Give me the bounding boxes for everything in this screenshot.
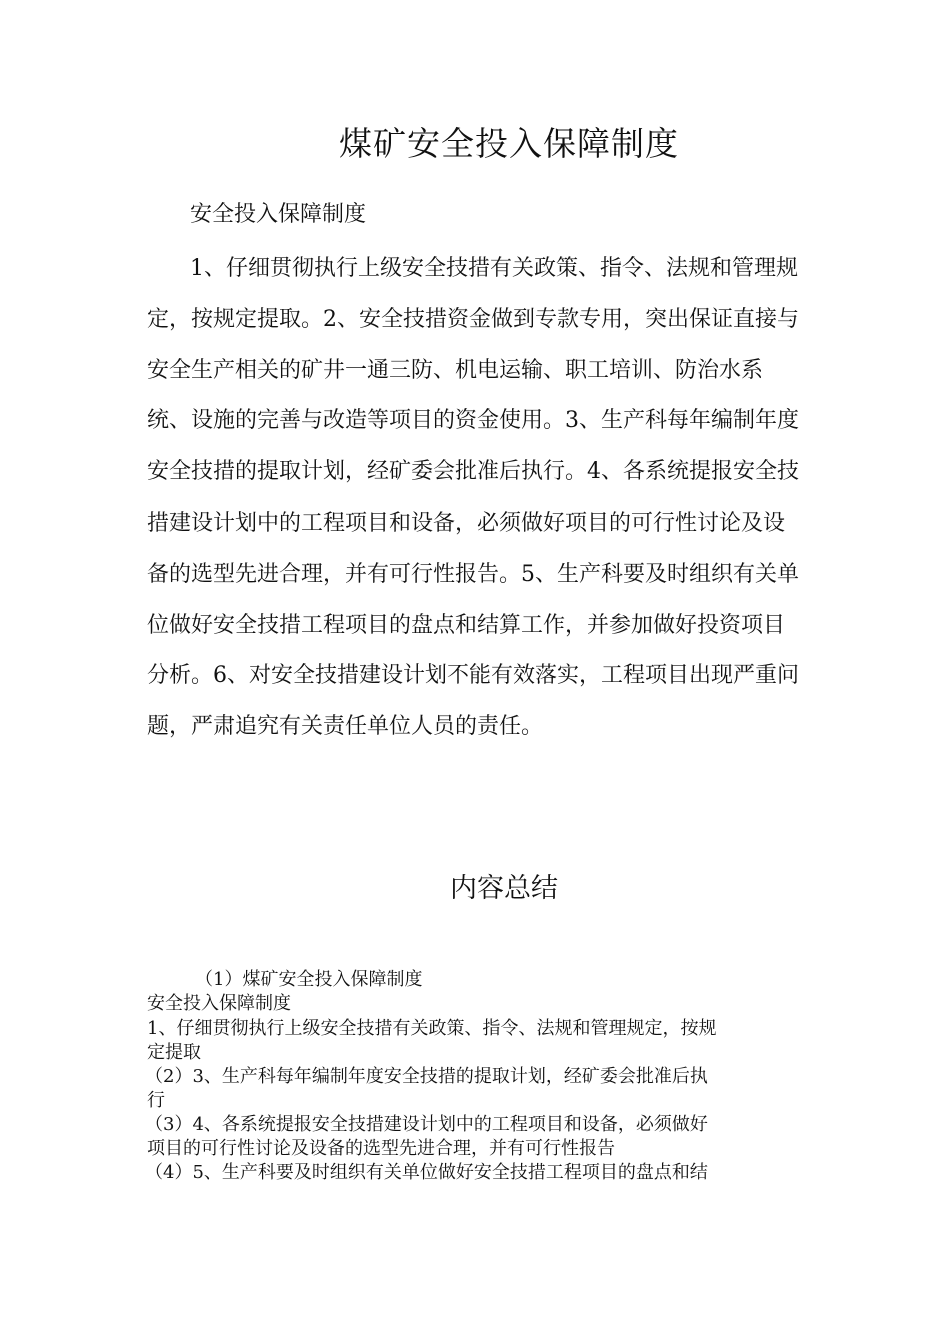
body-line: 安全投入保障制度: [190, 202, 367, 227]
body-line: 分析。6、对安全技措建设计划不能有效落实，工程项目出现严重问: [147, 663, 799, 688]
summary-line: 定提取: [147, 1042, 201, 1063]
body-line: 1、仔细贯彻执行上级安全技措有关政策、指令、法规和管理规: [190, 256, 798, 281]
body-line: 备的选型先进合理，并有可行性报告。5、生产科要及时组织有关单: [147, 562, 799, 587]
body-line: 定，按规定提取。2、安全技措资金做到专款专用，突出保证直接与: [147, 307, 799, 332]
body-line: 位做好安全技措工程项目的盘点和结算工作，并参加做好投资项目: [147, 613, 786, 638]
document-title: 煤矿安全投入保障制度: [339, 124, 679, 163]
summary-line: （1）煤矿安全投入保障制度: [195, 969, 423, 990]
summary-line: （4）5、生产科要及时组织有关单位做好安全技措工程项目的盘点和结: [145, 1162, 708, 1183]
body-line: 统、设施的完善与改造等项目的资金使用。3、生产科每年编制年度: [147, 408, 799, 433]
summary-line: 行: [147, 1090, 165, 1111]
body-line: 措建设计划中的工程项目和设备，必须做好项目的可行性讨论及设: [147, 511, 786, 536]
summary-line: 1、仔细贯彻执行上级安全技措有关政策、指令、法规和管理规定，按规: [147, 1018, 717, 1039]
summary-line: （3）4、各系统提报安全技措建设计划中的工程项目和设备，必须做好: [145, 1114, 708, 1135]
body-line: 题，严肃追究有关责任单位人员的责任。: [147, 714, 544, 739]
summary-line: 项目的可行性讨论及设备的选型先进合理，并有可行性报告: [147, 1138, 615, 1159]
body-line: 安全技措的提取计划，经矿委会批准后执行。4、各系统提报安全技: [147, 459, 799, 484]
summary-line: （2）3、生产科每年编制年度安全技措的提取计划，经矿委会批准后执: [145, 1066, 708, 1087]
summary-line: 安全投入保障制度: [147, 993, 291, 1014]
summary-title: 内容总结: [450, 873, 558, 904]
body-line: 安全生产相关的矿井一通三防、机电运输、职工培训、防治水系: [147, 358, 764, 383]
